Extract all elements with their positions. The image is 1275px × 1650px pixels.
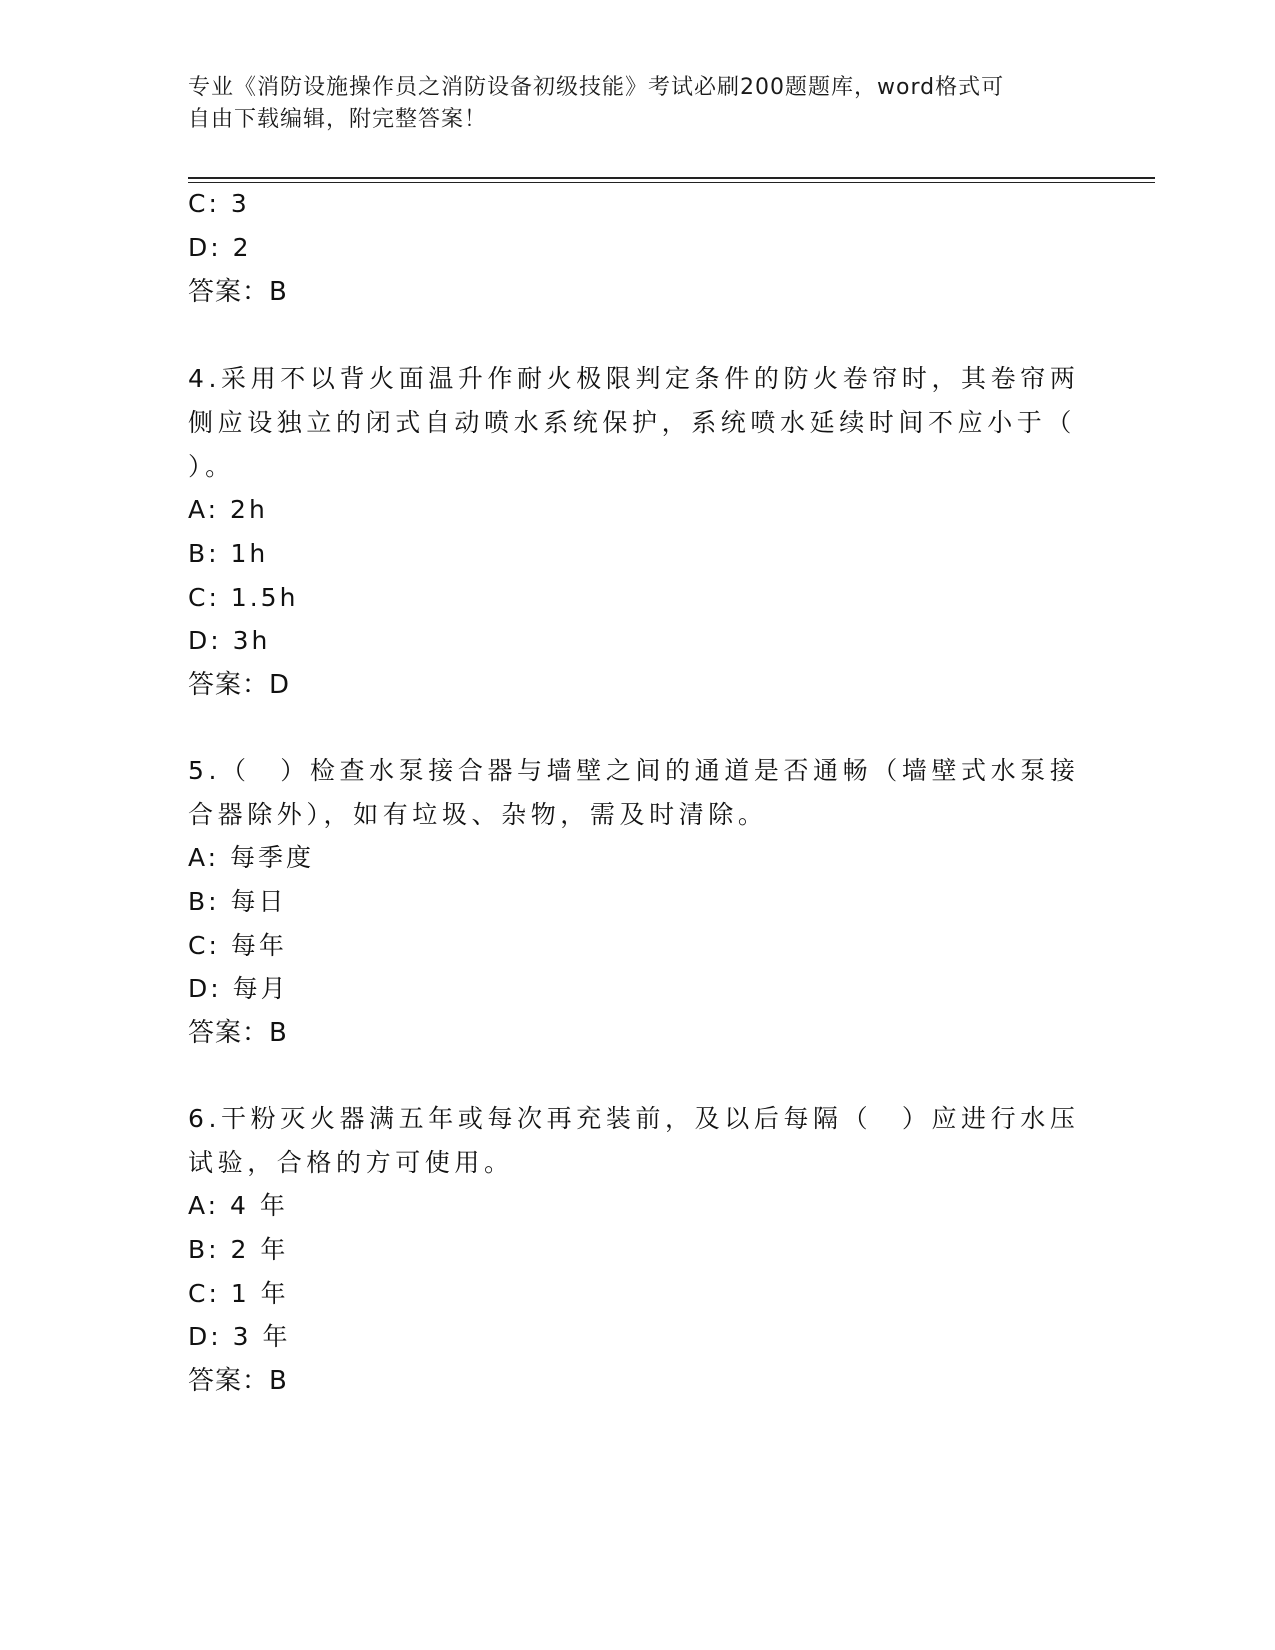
- q4-option-b: B: 1h: [188, 539, 269, 568]
- q6-stem-line-1: 6.干粉灭火器满五年或每次再充装前，及以后每隔（ ）应进行水压: [188, 1104, 1080, 1133]
- header-line-2: 自由下载编辑，附完整答案！: [188, 107, 488, 132]
- q3-option-d: D: 2: [188, 233, 252, 262]
- q5-answer: 答案：B: [188, 1018, 288, 1048]
- q4-option-d: D: 3h: [188, 626, 271, 655]
- page-header: [188, 72, 1068, 136]
- q5-option-b: B: 每日: [188, 887, 287, 916]
- q4-answer: 答案：D: [188, 670, 291, 700]
- q6-option-b: B: 2 年: [188, 1235, 289, 1264]
- q6-answer: 答案：B: [188, 1366, 288, 1396]
- q5-stem-line-2: 合器除外），如有垃圾、杂物，需及时清除。: [188, 800, 768, 829]
- q3-answer: 答案：B: [188, 277, 288, 307]
- q5-option-c: C: 每年: [188, 931, 287, 960]
- q4-option-c: C: 1.5h: [188, 583, 299, 612]
- header-divider-thick: [188, 177, 1155, 179]
- header-line-1: 专业《消防设施操作员之消防设备初级技能》考试必刷200题题库，word格式可: [188, 75, 1005, 100]
- q6-option-d: D: 3 年: [188, 1322, 291, 1351]
- q5-stem-line-1: 5.（ ）检查水泵接合器与墙壁之间的通道是否通畅（墙壁式水泵接: [188, 756, 1080, 785]
- q4-stem-line-2: 侧应设独立的闭式自动喷水系统保护，系统喷水延续时间不应小于（: [188, 408, 1077, 437]
- q3-option-c: C: 3: [188, 189, 250, 218]
- q4-stem-line-1: 4.采用不以背火面温升作耐火极限判定条件的防火卷帘时，其卷帘两: [188, 364, 1080, 393]
- q6-option-c: C: 1 年: [188, 1279, 289, 1308]
- header-divider-thin: [188, 182, 1155, 183]
- q4-stem-line-3: ）。: [188, 452, 235, 481]
- q4-option-a: A: 2h: [188, 495, 268, 524]
- q6-stem-line-2: 试验，合格的方可使用。: [188, 1148, 514, 1177]
- q5-option-a: A: 每季度: [188, 843, 315, 872]
- q6-option-a: A: 4 年: [188, 1191, 288, 1220]
- q5-option-d: D: 每月: [188, 974, 289, 1003]
